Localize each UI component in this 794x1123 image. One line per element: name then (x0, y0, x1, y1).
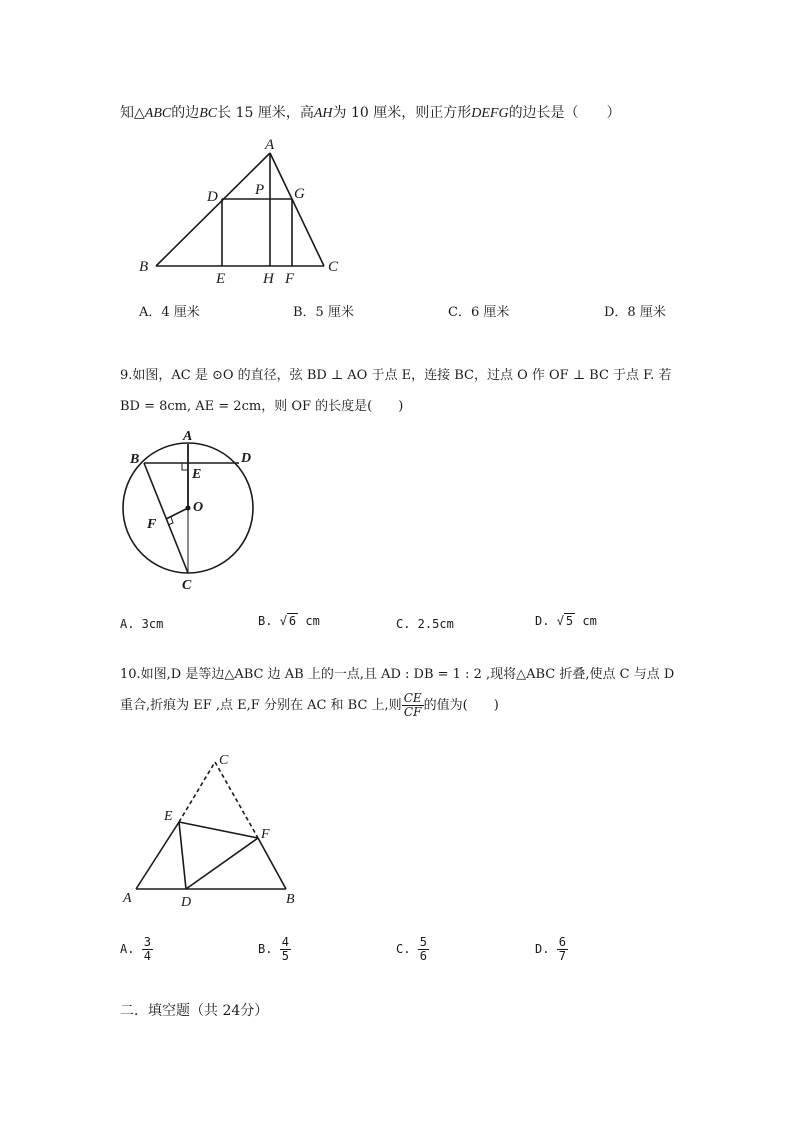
q9-stem-line2: BD = 8cm, AE = 2cm，则 OF 的长度是( ) (120, 399, 404, 414)
q10-stem-line2: 重合,折痕为 EF ,点 E,F 分别在 AC 和 BC 上,则 $\frac{CE}{CF}$ 的值为( ) (120, 691, 499, 719)
q8-option-d[interactable]: D．8 厘米 (604, 305, 666, 320)
q10-dashed-cf (215, 762, 258, 838)
q10-option-d-fraction: $\frac{6}{7}$ (558, 935, 566, 963)
q10-segment-ed (179, 822, 186, 889)
q9-label-d: D (241, 451, 252, 466)
q8-label-d: D (207, 189, 218, 205)
q10-label-d: D (181, 895, 192, 910)
q10-label-b: B (286, 892, 295, 907)
q8-option-b[interactable]: B．5 厘米 (293, 305, 354, 320)
sqrt-symbol: √ 6 (279, 614, 297, 628)
q9-option-b[interactable]: B. √ 6 cm (258, 614, 320, 628)
q10-label-c: C (219, 753, 229, 768)
q10-option-c-fraction: $\frac{5}{6}$ (419, 935, 427, 963)
q9-label-e: E (192, 467, 202, 482)
q8-label-e: E (216, 271, 226, 287)
q10-label-f: F (261, 827, 270, 842)
q10-label-e: E (164, 809, 173, 824)
q10-fraction: $\frac{CE}{CF}$ (403, 691, 422, 719)
q9-option-d[interactable]: D. √ 5 cm (535, 614, 597, 628)
q8-stem: 知△ABC的边BC长 15 厘米，高AH为 10 厘米，则正方形DEFG的边长是（ ） (120, 105, 621, 121)
section2-title: 二．填空题（共 24分） (120, 1003, 269, 1019)
q9-label-a: A (183, 429, 193, 444)
q10-segment-fb (258, 838, 286, 889)
q10-stem-line1: 10.如图,D 是等边△ABC 边 AB 上的一点,且 AD : DB = 1 : 2 ,现将△ABC 折叠,使点 C 与点 D (120, 667, 675, 682)
q10-option-c[interactable]: C. $\frac{5}{6}$ (396, 935, 427, 963)
q10-option-d[interactable]: D. $\frac{6}{7}$ (535, 935, 566, 963)
q10-segment-fd (186, 838, 258, 889)
q9-label-b: B (130, 452, 140, 467)
q10-crease-ef (179, 822, 258, 838)
q8-label-g: G (294, 186, 305, 202)
q8-label-c: C (328, 259, 339, 275)
q8-label-p: P (255, 182, 265, 198)
q8-label-f: F (285, 271, 295, 287)
q8-label-h: H (263, 271, 274, 287)
q10-option-a-fraction: $\frac{3}{4}$ (143, 935, 151, 963)
q8-label-b: B (139, 259, 149, 275)
sqrt-symbol: √ 5 (556, 614, 574, 628)
q10-dashed-ec (179, 762, 215, 822)
q9-label-c: C (182, 578, 192, 593)
q9-label-o: O (193, 500, 204, 515)
q10-segment-ae (136, 822, 179, 889)
q10-option-b[interactable]: B. $\frac{4}{5}$ (258, 935, 289, 963)
q10-label-a: A (123, 891, 132, 906)
q10-option-a[interactable]: A. $\frac{3}{4}$ (120, 935, 151, 963)
q9-option-c[interactable]: C. 2.5cm (396, 617, 454, 631)
q8-option-a[interactable]: A．4 厘米 (139, 305, 200, 320)
q8-option-c[interactable]: C．6 厘米 (448, 305, 510, 320)
q9-stem-line1: 9.如图，AC 是 ⊙O 的直径，弦 BD ⊥ AO 于点 E，连接 BC，过点 O 作 OF ⊥ BC 于点 F. 若 (120, 368, 672, 383)
q8-label-a: A (265, 137, 275, 153)
q9-label-f: F (147, 517, 157, 532)
q10-option-b-fraction: $\frac{4}{5}$ (281, 935, 289, 963)
q9-option-a[interactable]: A. 3cm (120, 617, 164, 631)
